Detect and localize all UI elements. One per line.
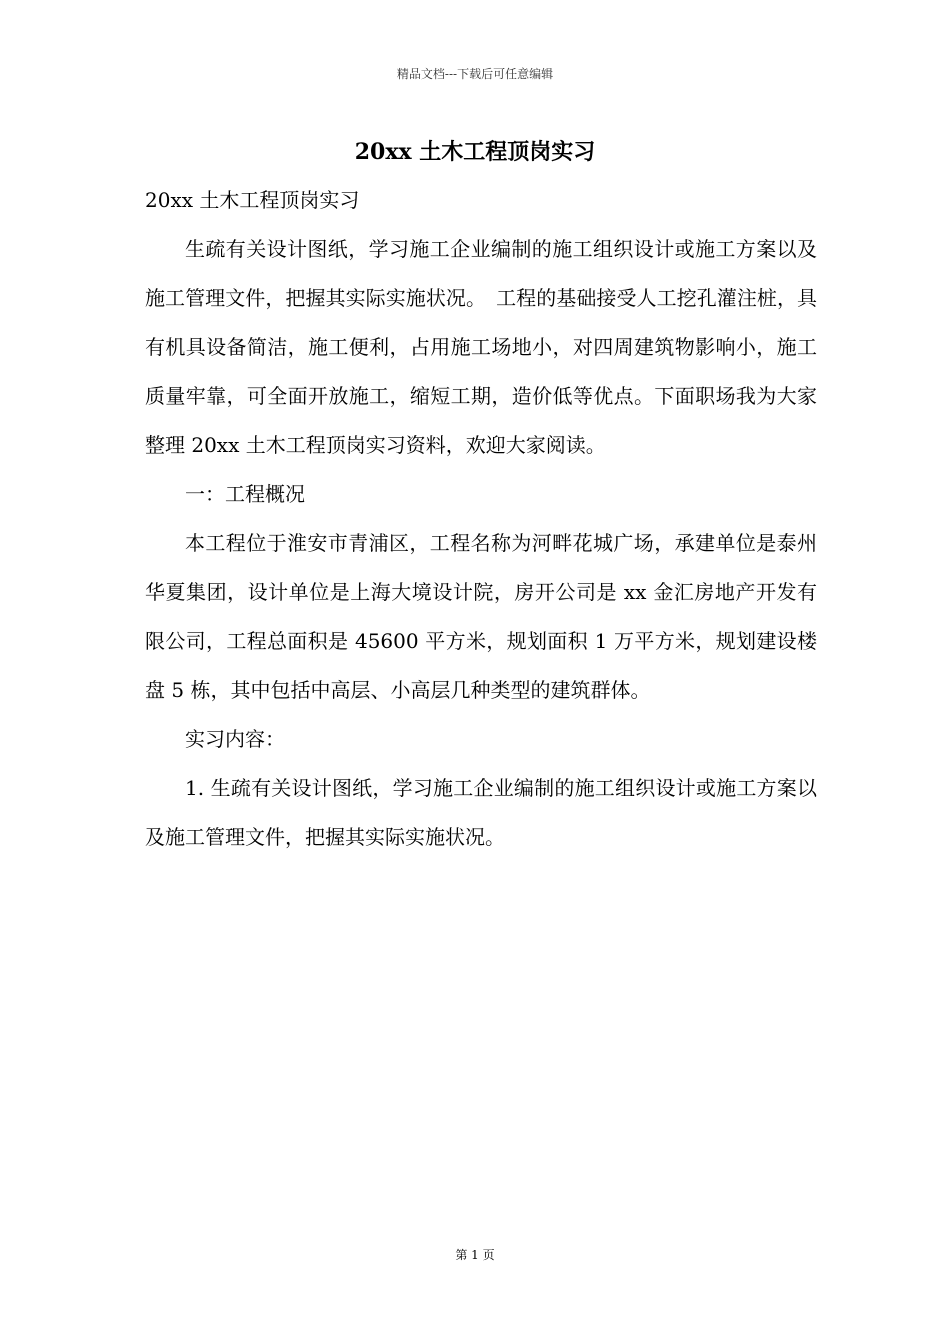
content-item-1: 1. 生疏有关设计图纸，学习施工企业编制的施工组织设计或施工方案以及施工管理文件，把握其实际实施状况。 bbox=[145, 776, 817, 849]
overview-paragraph: 本工程位于淮安市青浦区，工程名称为河畔花城广场，承建单位是泰州华夏集团，设计单位是上海大境设计院，房开公司是 xx 金汇房地产开发有限公司，工程总面积是 45600 平方米，规划面积 1 万平方米，规划建设楼盘 5 栋，其中包括中高层、小高层几种类型的建筑群体。 bbox=[145, 531, 817, 702]
page-header-note: 精品文档---下载后可任意编辑 bbox=[396, 67, 554, 81]
document-body bbox=[145, 176, 817, 862]
section-heading-content: 实习内容： bbox=[185, 727, 285, 751]
document-title: 20xx 土木工程顶岗实习 bbox=[354, 139, 596, 165]
intro-paragraph: 生疏有关设计图纸，学习施工企业编制的施工组织设计或施工方案以及施工管理文件，把握其实际实施状况。 工程的基础接受人工挖孔灌注桩，具有机具设备简洁，施工便利，占用施工场地小，对四周建筑物影响小，施工质量牢靠，可全面开放施工，缩短工期，造价低等优点。下面职场我为大家整理 20xx 土木工程顶岗实习资料，欢迎大家阅读。 bbox=[145, 237, 817, 457]
section-heading-overview: 一：工程概况 bbox=[185, 482, 305, 506]
page-number: 第 1 页 bbox=[455, 1248, 495, 1262]
subtitle-paragraph: 20xx 土木工程顶岗实习 bbox=[145, 188, 360, 212]
